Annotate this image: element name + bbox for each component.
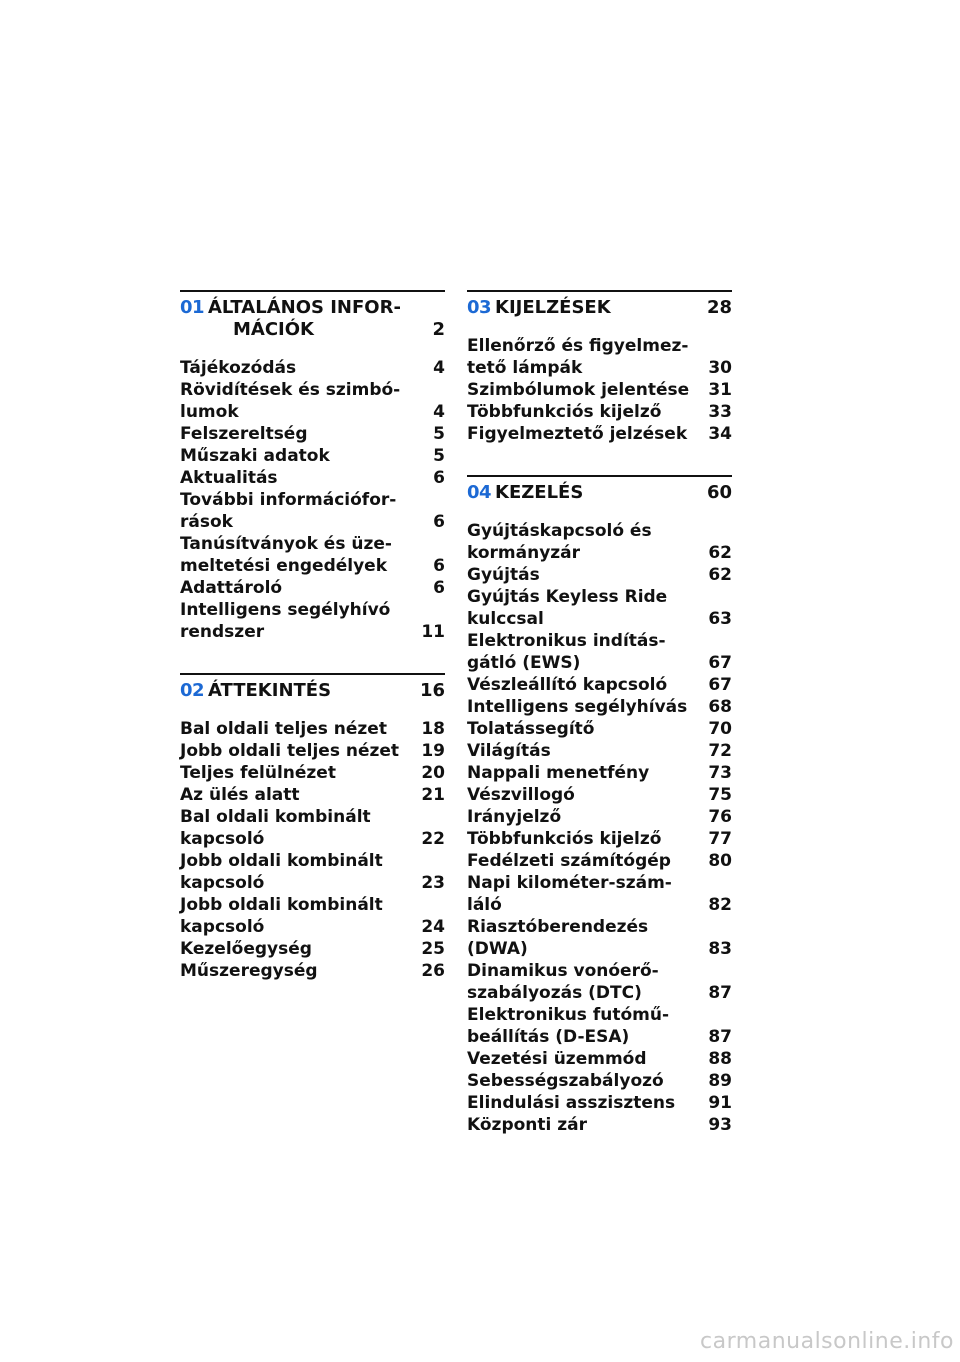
toc-entry[interactable] (180, 938, 445, 960)
chapter-heading[interactable] (467, 482, 732, 504)
toc-entry[interactable] (180, 379, 445, 423)
toc-entry-row (467, 982, 732, 1004)
toc-entry-text: Vészleállító kapcsoló (467, 675, 668, 695)
toc-entry[interactable] (180, 533, 445, 577)
toc-entry[interactable] (467, 696, 732, 718)
toc-entry[interactable] (180, 960, 445, 982)
toc-entry[interactable] (467, 828, 732, 850)
toc-entry-page: 77 (708, 829, 732, 849)
toc-entry-text: Teljes felülnézet (180, 763, 336, 783)
toc-entry[interactable] (467, 586, 732, 630)
toc-entry-text: beállítás (D-ESA) (467, 1027, 630, 1047)
toc-entry-row (467, 806, 732, 828)
toc-entry-row (467, 828, 732, 850)
toc-entry-page: 87 (708, 1027, 732, 1047)
chapter-title (495, 297, 732, 319)
toc-entry-list (467, 335, 732, 445)
toc-entry-row (180, 445, 445, 467)
toc-entry-list (467, 520, 732, 1136)
toc-entry[interactable] (467, 335, 732, 379)
toc-entry-text: kormányzár (467, 543, 581, 563)
toc-entry-text: Ellenőrző és figyelmez- (467, 336, 689, 356)
toc-entry-row (467, 894, 732, 916)
toc-entry-row (180, 740, 445, 762)
toc-entry[interactable] (467, 762, 732, 784)
chapter-title-line: KEZELÉS (495, 482, 584, 503)
toc-entry-page: 62 (708, 543, 732, 563)
toc-entry-text: Tanúsítványok és üze- (180, 534, 392, 554)
toc-entry-text: gátló (EWS) (467, 653, 581, 673)
toc-entry-text: Vészvillogó (467, 785, 575, 805)
toc-entry-row (180, 401, 445, 423)
toc-entry[interactable] (180, 577, 445, 599)
toc-entry-text: Adattároló (180, 578, 283, 598)
toc-entry-page: 6 (433, 468, 445, 488)
chapter-heading[interactable] (180, 680, 445, 702)
toc-entry-page: 21 (421, 785, 445, 805)
toc-entry-text: Elektronikus futómű- (467, 1005, 670, 1025)
toc-entry-page: 89 (708, 1071, 732, 1091)
toc-entry-row (180, 467, 445, 489)
toc-entry-text: Kezelőegység (180, 939, 312, 959)
toc-entry-row (467, 652, 732, 674)
toc-entry-row (467, 542, 732, 564)
toc-entry-text: kapcsoló (180, 873, 265, 893)
toc-entry[interactable] (180, 762, 445, 784)
toc-entry-list (180, 357, 445, 643)
toc-entry[interactable] (467, 784, 732, 806)
toc-entry-text: (DWA) (467, 939, 528, 959)
toc-entry[interactable] (467, 872, 732, 916)
toc-entry-row (467, 379, 732, 401)
toc-entry-row (467, 1092, 732, 1114)
toc-entry[interactable] (467, 520, 732, 564)
toc-entry-text: Elindulási asszisztens (467, 1093, 676, 1113)
chapter-heading[interactable] (467, 297, 732, 319)
toc-entry-text: Napi kilométer-szám- (467, 873, 672, 893)
toc-entry-page: 4 (433, 402, 445, 422)
toc-entry-list (180, 718, 445, 982)
toc-entry-text: Bal oldali teljes nézet (180, 719, 387, 739)
chapter-03 (467, 290, 732, 445)
toc-entry-page: 30 (708, 358, 732, 378)
chapter-page-number: 16 (419, 680, 445, 701)
toc-entry[interactable] (467, 916, 732, 960)
toc-entry-page: 18 (421, 719, 445, 739)
toc-entry-page: 20 (421, 763, 445, 783)
toc-entry-text: Dinamikus vonóerő- (467, 961, 659, 981)
chapter-title-row (495, 297, 732, 319)
toc-entry-row (467, 564, 732, 586)
toc-entry-page: 93 (708, 1115, 732, 1135)
toc-entry-page: 76 (708, 807, 732, 827)
toc-entry-text: Többfunkciós kijelző (467, 829, 662, 849)
toc-entry[interactable] (467, 960, 732, 1004)
toc-entry-text: Figyelmeztető jelzések (467, 424, 688, 444)
toc-entry-text: Jobb oldali teljes nézet (180, 741, 400, 761)
toc-entry[interactable] (467, 1004, 732, 1048)
chapter-title-line: ÁLTALÁNOS INFOR- (208, 297, 401, 318)
toc-entry[interactable] (180, 357, 445, 379)
toc-entry-row (180, 872, 445, 894)
toc-entry-text: Tájékozódás (180, 358, 297, 378)
toc-entry-text: meltetési engedélyek (180, 556, 388, 576)
toc-entry-page: 24 (421, 917, 445, 937)
chapter-title (208, 297, 445, 341)
toc-entry-page: 63 (708, 609, 732, 629)
chapter-number: 01 (180, 297, 205, 318)
toc-entry-text: Intelligens segélyhívás (467, 697, 688, 717)
toc-entry-text: Aktualitás (180, 468, 278, 488)
chapter-01 (180, 290, 445, 643)
toc-entry[interactable] (467, 674, 732, 696)
watermark[interactable]: carmanualsonline.info (700, 1329, 954, 1354)
toc-entry-page: 91 (708, 1093, 732, 1113)
toc-entry-page: 62 (708, 565, 732, 585)
toc-entry-row (467, 938, 732, 960)
toc-entry-row (467, 608, 732, 630)
toc-entry-row (467, 740, 732, 762)
toc-entry-text: Vezetési üzemmód (467, 1049, 647, 1069)
toc-entry-text: Jobb oldali kombinált (180, 895, 383, 915)
toc-entry-row (467, 1026, 732, 1048)
toc-entry-text: Fedélzeti számítógép (467, 851, 671, 871)
chapter-heading[interactable] (180, 297, 445, 341)
toc-entry-page: 31 (708, 380, 732, 400)
toc-entry-text: Jobb oldali kombinált (180, 851, 383, 871)
toc-entry[interactable] (467, 564, 732, 586)
chapter-page-number: 60 (706, 482, 732, 503)
toc-entry-row (180, 577, 445, 599)
toc-entry-row (467, 357, 732, 379)
chapter-04 (467, 475, 732, 1136)
toc-entry-text: láló (467, 895, 502, 915)
toc-entry-row (467, 784, 732, 806)
toc-entry-row (180, 423, 445, 445)
toc-entry-text: Irányjelző (467, 807, 562, 827)
toc-entry-page: 68 (708, 697, 732, 717)
chapter-number: 02 (180, 680, 205, 701)
toc-entry[interactable] (180, 718, 445, 740)
toc-entry-text: szabályozás (DTC) (467, 983, 642, 1003)
toc-entry-page: 67 (708, 675, 732, 695)
toc-entry-text: Riasztóberendezés (467, 917, 649, 937)
toc-entry-page: 19 (421, 741, 445, 761)
toc-entry-text: Többfunkciós kijelző (467, 402, 662, 422)
toc-entry-row (180, 718, 445, 740)
toc-entry-row (180, 938, 445, 960)
toc-entry-page: 23 (421, 873, 445, 893)
toc-entry-row (180, 511, 445, 533)
chapter-number: 03 (467, 297, 492, 318)
toc-entry-text: Sebességszabályozó (467, 1071, 664, 1091)
toc-entry-page: 25 (421, 939, 445, 959)
toc-entry[interactable] (180, 467, 445, 489)
toc-entry-row (467, 1048, 732, 1070)
toc-entry-text: kapcsoló (180, 829, 265, 849)
toc-entry-text: Gyújtás (467, 565, 540, 585)
toc-entry-row (180, 555, 445, 577)
toc-entry-text: Felszereltség (180, 424, 308, 444)
toc-entry-text: Szimbólumok jelentése (467, 380, 690, 400)
toc-entry[interactable] (180, 784, 445, 806)
toc-entry-page: 82 (708, 895, 732, 915)
toc-entry[interactable] (180, 894, 445, 938)
toc-entry-page: 6 (433, 578, 445, 598)
toc-column-right (467, 290, 732, 1152)
toc-entry-page: 67 (708, 653, 732, 673)
toc-entry-text: kapcsoló (180, 917, 265, 937)
toc-entry-page: 4 (433, 358, 445, 378)
chapter-title-line: ÁTTEKINTÉS (208, 680, 332, 701)
toc-entry-page: 88 (708, 1049, 732, 1069)
toc-entry[interactable] (467, 1092, 732, 1114)
toc-entry-page: 22 (421, 829, 445, 849)
toc-entry-row (180, 916, 445, 938)
toc-entry-page: 5 (433, 424, 445, 444)
toc-entry-page: 6 (433, 556, 445, 576)
toc-entry-page: 75 (708, 785, 732, 805)
toc-entry-text: Műszeregység (180, 961, 318, 981)
toc-entry-page: 5 (433, 446, 445, 466)
toc-entry-page: 11 (421, 622, 445, 642)
toc-entry-text: Műszaki adatok (180, 446, 330, 466)
toc-entry-row (467, 674, 732, 696)
toc-entry[interactable] (180, 489, 445, 533)
toc-entry-row (467, 762, 732, 784)
toc-entry[interactable] (467, 850, 732, 872)
toc-entry-page: 73 (708, 763, 732, 783)
toc-entry-row (180, 621, 445, 643)
toc-entry-row (467, 401, 732, 423)
toc-entry-row (467, 1070, 732, 1092)
toc-entry[interactable] (467, 401, 732, 423)
toc-entry[interactable] (467, 1048, 732, 1070)
toc-entry-page: 70 (708, 719, 732, 739)
toc-entry[interactable] (467, 379, 732, 401)
toc-entry-text: tető lámpák (467, 358, 583, 378)
toc-entry-text: Az ülés alatt (180, 785, 300, 805)
toc-column-left (180, 290, 445, 998)
toc-entry-row (467, 718, 732, 740)
chapter-number: 04 (467, 482, 492, 503)
toc-entry[interactable] (467, 630, 732, 674)
toc-entry-text: Rövidítések és szimbó- (180, 380, 401, 400)
toc-entry-text: Gyújtás Keyless Ride (467, 587, 668, 607)
toc-entry-text: Elektronikus indítás- (467, 631, 666, 651)
toc-entry-text: rások (180, 512, 233, 532)
toc-entry-text: lumok (180, 402, 239, 422)
toc-entry-text: Világítás (467, 741, 551, 761)
toc-entry-text: Gyújtáskapcsoló és (467, 521, 652, 541)
toc-entry-page: 83 (708, 939, 732, 959)
toc-entry[interactable] (467, 718, 732, 740)
toc-entry-text: További információfor- (180, 490, 397, 510)
chapter-title-line: MÁCIÓK (233, 319, 314, 340)
toc-entry[interactable] (180, 740, 445, 762)
toc-entry[interactable] (180, 599, 445, 643)
toc-entry-text: Bal oldali kombinált (180, 807, 371, 827)
toc-entry-row (467, 423, 732, 445)
toc-entry[interactable] (467, 1114, 732, 1136)
toc-entry[interactable] (467, 1070, 732, 1092)
toc-entry[interactable] (467, 740, 732, 762)
chapter-02 (180, 673, 445, 982)
chapter-page-number: 2 (432, 319, 445, 340)
toc-entry[interactable] (467, 806, 732, 828)
chapter-title (495, 482, 732, 504)
toc-entry-page: 80 (708, 851, 732, 871)
toc-entry[interactable] (180, 806, 445, 850)
toc-entry-row (180, 828, 445, 850)
toc-entry-text: Tolatássegítő (467, 719, 595, 739)
toc-entry-page: 26 (421, 961, 445, 981)
toc-entry-page: 33 (708, 402, 732, 422)
toc-entry-page: 6 (433, 512, 445, 532)
toc-entry[interactable] (180, 850, 445, 894)
toc-entry-text: Központi zár (467, 1115, 588, 1135)
toc-entry-row (180, 357, 445, 379)
toc-entry-row (180, 784, 445, 806)
toc-entry-text: Nappali menetfény (467, 763, 650, 783)
toc-entry[interactable] (180, 423, 445, 445)
toc-entry-row (467, 696, 732, 718)
chapter-title-line: KIJELZÉSEK (495, 297, 611, 318)
toc-entry-text: Intelligens segélyhívó (180, 600, 391, 620)
toc-entry-page: 72 (708, 741, 732, 761)
chapter-title-row (208, 680, 445, 702)
toc-entry-row (180, 762, 445, 784)
toc-entry-page: 34 (708, 424, 732, 444)
toc-entry-text: kulccsal (467, 609, 544, 629)
toc-entry[interactable] (467, 423, 732, 445)
toc-entry-row (180, 960, 445, 982)
toc-entry-row (467, 1114, 732, 1136)
chapter-page-number: 28 (706, 297, 732, 318)
chapter-title-row (208, 319, 445, 341)
toc-entry-row (467, 850, 732, 872)
toc-entry-page: 87 (708, 983, 732, 1003)
chapter-title-row (495, 482, 732, 504)
toc-entry[interactable] (180, 445, 445, 467)
chapter-title (208, 680, 445, 702)
toc-entry-text: rendszer (180, 622, 265, 642)
